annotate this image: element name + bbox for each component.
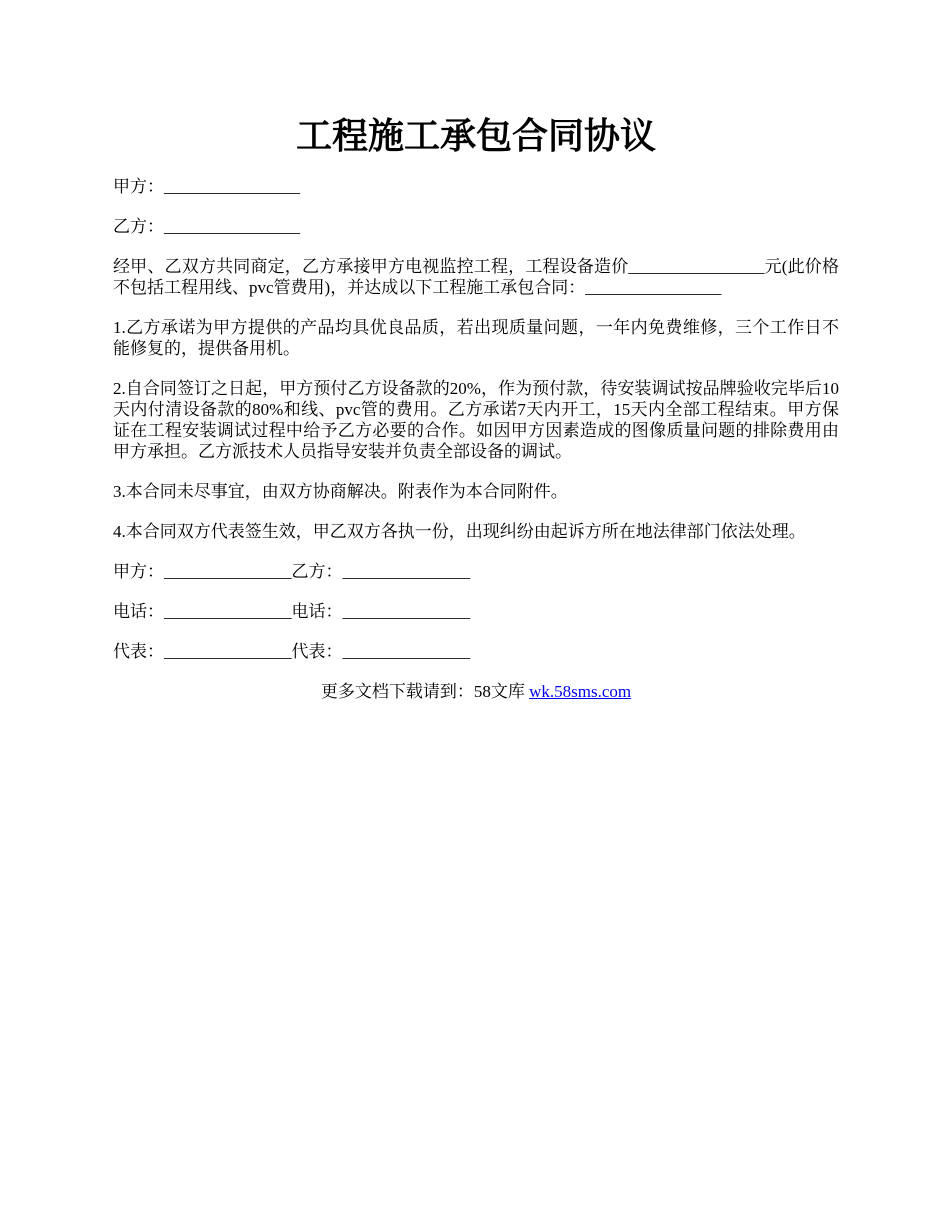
document-page <box>113 108 839 702</box>
footer-text: 更多文档下载请到：58文库 <box>320 682 530 701</box>
signature-row-representative: 代表：_______________代表：_______________ <box>113 642 470 661</box>
party-b-line: 乙方：________________ <box>113 217 300 236</box>
signature-row-phone: 电话：_______________电话：_______________ <box>113 602 470 621</box>
party-a-line: 甲方：________________ <box>113 177 300 196</box>
footer-link[interactable]: wk.58sms.com <box>529 682 632 701</box>
intro-paragraph: 经甲、乙双方共同商定，乙方承接甲方电视监控工程，工程设备造价________________元(此价格不包括工程用线、pvc管费用)，并达成以下工程施工承包合同：________________ <box>113 257 839 297</box>
download-footer <box>113 681 839 702</box>
clause-1: 1.乙方承诺为甲方提供的产品均具优良品质，若出现质量问题，一年内免费维修，三个工作日不能修复的，提供备用机。 <box>113 318 839 358</box>
clause-3: 3.本合同未尽事宜，由双方协商解决。附表作为本合同附件。 <box>113 482 568 501</box>
document-title: 工程施工承包合同协议 <box>295 116 656 156</box>
clause-4: 4.本合同双方代表签生效，甲乙双方各执一份，出现纠纷由起诉方所在地法律部门依法处理。 <box>113 522 806 541</box>
clause-2: 2.自合同签订之日起，甲方预付乙方设备款的20%，作为预付款，待安装调试按品牌验收完毕后10天内付清设备款的80%和线、pvc管的费用。乙方承诺7天内开工，15天内全部工程结束。甲方保证在工程安装调试过程中给予乙方必要的合作。如因甲方因素造成的图像质量问题的排除费用由甲方承担。乙方派技术人员指导安装并负责全部设备的调试。 <box>113 379 839 461</box>
signature-row-party: 甲方：_______________乙方：_______________ <box>113 562 470 581</box>
